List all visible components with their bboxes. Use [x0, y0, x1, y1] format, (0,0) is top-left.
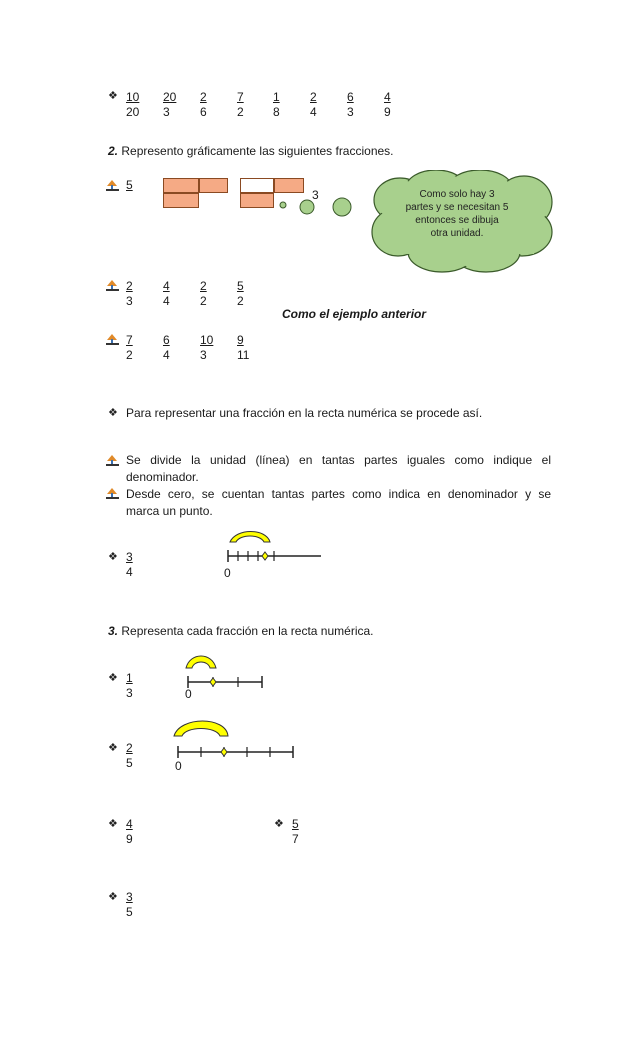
- fraction-row1-7: $\frac{6}{3}$: [347, 90, 354, 119]
- diamond-bullet-icon: ❖: [108, 90, 118, 102]
- arrow-bullet-icon: [106, 280, 120, 292]
- step1-text-cont: denominador.: [126, 470, 199, 484]
- zero-label: 0: [175, 759, 182, 773]
- exercise-fraction-1: $\frac{1}{3}$: [126, 671, 133, 700]
- diamond-bullet-icon: ❖: [108, 551, 118, 563]
- como-ejemplo-label: Como el ejemplo anterior: [282, 307, 427, 321]
- diamond-bullet-icon: ❖: [274, 818, 284, 830]
- fraction-box-cell: [240, 193, 274, 208]
- diamond-bullet-icon: ❖: [108, 672, 118, 684]
- diamond-bullet-icon: ❖: [108, 407, 118, 419]
- step1-text: Se divide la unidad (línea) en tantas partes iguales como indique el: [126, 453, 551, 467]
- diamond-bullet-icon: ❖: [108, 891, 118, 903]
- arrow-bullet-icon: [106, 334, 120, 346]
- arrow-bullet-icon: [106, 180, 120, 192]
- zero-label: 0: [224, 566, 231, 580]
- fraction-row3-4: $\frac{9}{11}$: [237, 333, 250, 362]
- step2-text-cont: marca un punto.: [126, 504, 213, 518]
- fraction-row3-1: $\frac{7}{2}$: [126, 333, 133, 362]
- section2-heading: 2. Represento gráficamente las siguientes fracciones.: [108, 144, 394, 158]
- fraction-row1-4: $\frac{7}{2}$: [237, 90, 244, 119]
- exercise-fraction-3: $\frac{4}{9}$: [126, 817, 133, 846]
- section3-heading: 3. Representa cada fracción en la recta numérica.: [108, 624, 374, 638]
- number-line-example: [222, 522, 326, 566]
- example-numerator: 5: [126, 178, 133, 192]
- fraction-box-cell: [163, 193, 199, 208]
- example-fraction: $\frac{3}{4}$: [126, 550, 133, 579]
- step2-text: Desde cero, se cuentan tantas partes como indica en denominador y se: [126, 487, 551, 501]
- fraction-row1-8: $\frac{4}{9}$: [384, 90, 391, 119]
- arrow-bullet-icon: [106, 455, 120, 467]
- arrow-bullet-icon: [106, 488, 120, 500]
- fraction-row1-1: $\frac{10}{20}$: [126, 90, 140, 119]
- fraction-row3-2: $\frac{6}{4}$: [163, 333, 170, 362]
- fraction-box-cell: [199, 178, 228, 193]
- number-line-1-3: [180, 648, 270, 692]
- diamond-bullet-icon: ❖: [108, 818, 118, 830]
- zero-label: 0: [185, 687, 192, 701]
- fraction-box-cell: [163, 178, 199, 193]
- denominator-label: 3: [312, 188, 319, 202]
- recta-intro-text: Para representar una fracción en la recta numérica se procede así.: [126, 406, 483, 420]
- fraction-row2-3: $\frac{2}{2}$: [200, 279, 207, 308]
- fraction-row1-5: $\frac{1}{8}$: [273, 90, 280, 119]
- fraction-row1-2: $\frac{20}{3}$: [163, 90, 177, 119]
- fraction-row1-3: $\frac{2}{6}$: [200, 90, 207, 119]
- exercise-fraction-2: $\frac{2}{5}$: [126, 741, 133, 770]
- exercise-fraction-5: $\frac{3}{5}$: [126, 890, 133, 919]
- fraction-row2-2: $\frac{4}{4}$: [163, 279, 170, 308]
- exercise-fraction-4: $\frac{5}{7}$: [292, 817, 299, 846]
- fraction-row1-6: $\frac{2}{4}$: [310, 90, 317, 119]
- cloud-text: Como solo hay 3 partes y se necesitan 5 entonces se dibuja otra unidad.: [405, 189, 509, 239]
- number-line-2-5: [170, 714, 300, 762]
- fraction-box-cell: [240, 178, 274, 193]
- fraction-row2-1: $\frac{2}{3}$: [126, 279, 133, 308]
- fraction-row2-4: $\frac{5}{2}$: [237, 279, 244, 308]
- fraction-row3-3: $\frac{10}{3}$: [200, 333, 214, 362]
- diamond-bullet-icon: ❖: [108, 742, 118, 754]
